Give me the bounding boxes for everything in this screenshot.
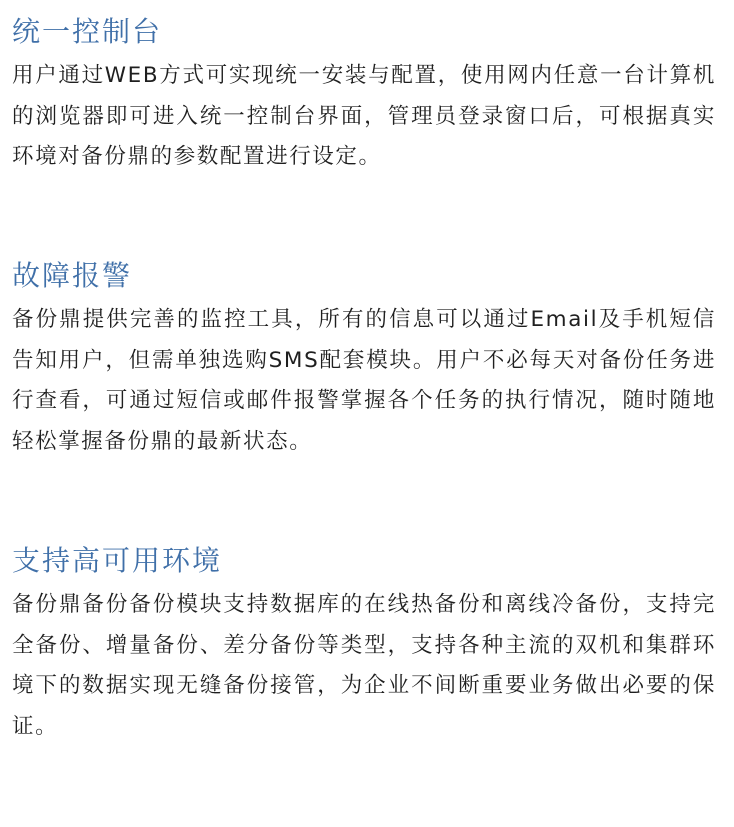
section-title: 统一控制台 — [12, 15, 163, 48]
section-fault-alarm — [12, 258, 716, 462]
section-unified-console — [12, 14, 716, 178]
section-title: 支持高可用环境 — [12, 544, 223, 577]
section-paragraph: 备份鼎提供完善的监控工具，所有的信息可以通过Email及手机短信告知用户，但需单独选购SMS配套模块。用户不必每天对备份任务进行查看，可通过短信或邮件报警掌握各个任务的执行情况，随时随地轻松掌握备份鼎的最新状态。 — [12, 307, 716, 454]
section-paragraph: 备份鼎备份备份模块支持数据库的在线热备份和离线冷备份，支持完全备份、增量备份、差分备份等类型，支持各种主流的双机和集群环境下的数据实现无缝备份接管，为企业不间断重要业务做出必要的保证。 — [12, 592, 716, 739]
section-paragraph: 用户通过WEB方式可实现统一安装与配置，使用网内任意一台计算机的浏览器即可进入统一控制台界面，管理员登录窗口后，可根据真实环境对备份鼎的参数配置进行设定。 — [12, 63, 716, 169]
section-high-availability — [12, 543, 716, 747]
section-title: 故障报警 — [12, 259, 133, 292]
